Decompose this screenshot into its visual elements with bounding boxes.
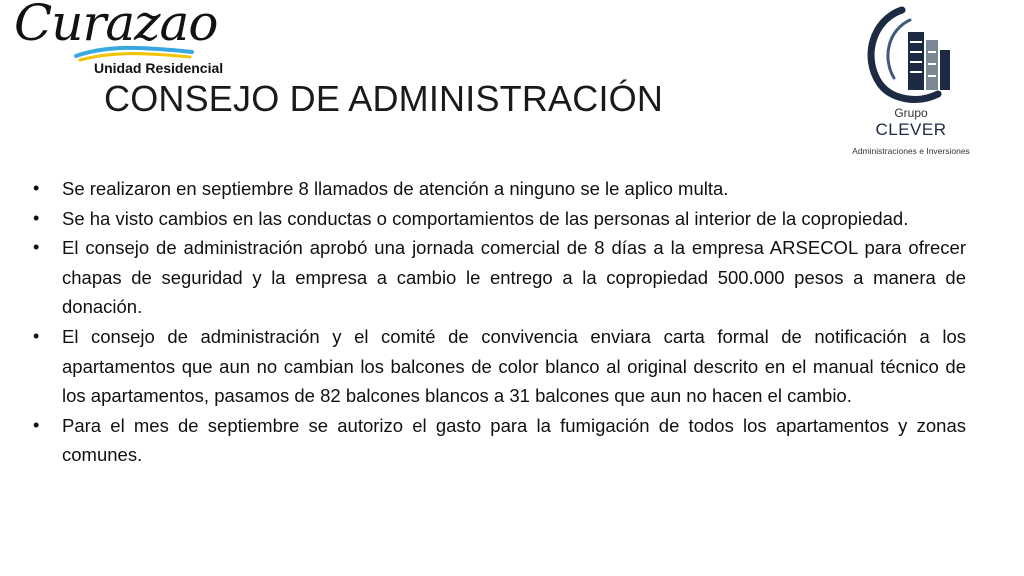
bullet-item <box>30 411 966 470</box>
bullet-text: El consejo de administración aprobó una jornada comercial de 8 días a la empresa ARSECOL para ofrecer chapas de seguridad y la empresa a cambio le entrego a la copropiedad 500.000 pesos a manera de donación. <box>62 237 966 318</box>
slide-title: CONSEJO DE ADMINISTRACIÓN <box>104 78 664 119</box>
bullet-dot-icon: • <box>33 178 40 198</box>
clever-logo <box>832 6 990 164</box>
curazao-wordmark: Curazao <box>14 0 218 52</box>
bullet-list <box>30 174 966 470</box>
bullet-item <box>30 322 966 411</box>
building-emblem-icon <box>858 6 962 106</box>
curazao-subtitle: Unidad Residencial <box>94 60 224 76</box>
curazao-logo <box>14 0 246 76</box>
bullet-text: Se realizaron en septiembre 8 llamados de atención a ninguno se le aplico multa. <box>62 178 729 199</box>
bullet-dot-icon: • <box>33 325 40 346</box>
clever-name-label: CLEVER <box>875 120 947 139</box>
bullet-dot-icon: • <box>33 414 40 435</box>
bullet-dot-icon: • <box>33 207 40 228</box>
bullet-text: Se ha visto cambios en las conductas o comportamientos de las personas al interior de la copropiedad. <box>62 207 909 229</box>
bullet-text: El consejo de administración y el comité de convivencia enviara carta formal de notificación a los apartamentos que aun no cambian los balcones de color blanco al original descrito en el manual técnico de los apartamentos, pasamos de 82 balcones blancos a 31 balcones que aun no hacen el cambio. <box>62 325 966 407</box>
bullet-item <box>30 174 966 204</box>
bullet-dot-icon: • <box>33 237 40 258</box>
clever-tagline: Administraciones e Inversiones <box>852 146 970 156</box>
clever-grupo-label: Grupo <box>894 106 928 120</box>
bullet-item <box>30 204 966 234</box>
bullet-item <box>30 233 966 322</box>
bullet-text: Para el mes de septiembre se autorizo el gasto para la fumigación de todos los apartamentos y zonas comunes. <box>62 414 966 466</box>
